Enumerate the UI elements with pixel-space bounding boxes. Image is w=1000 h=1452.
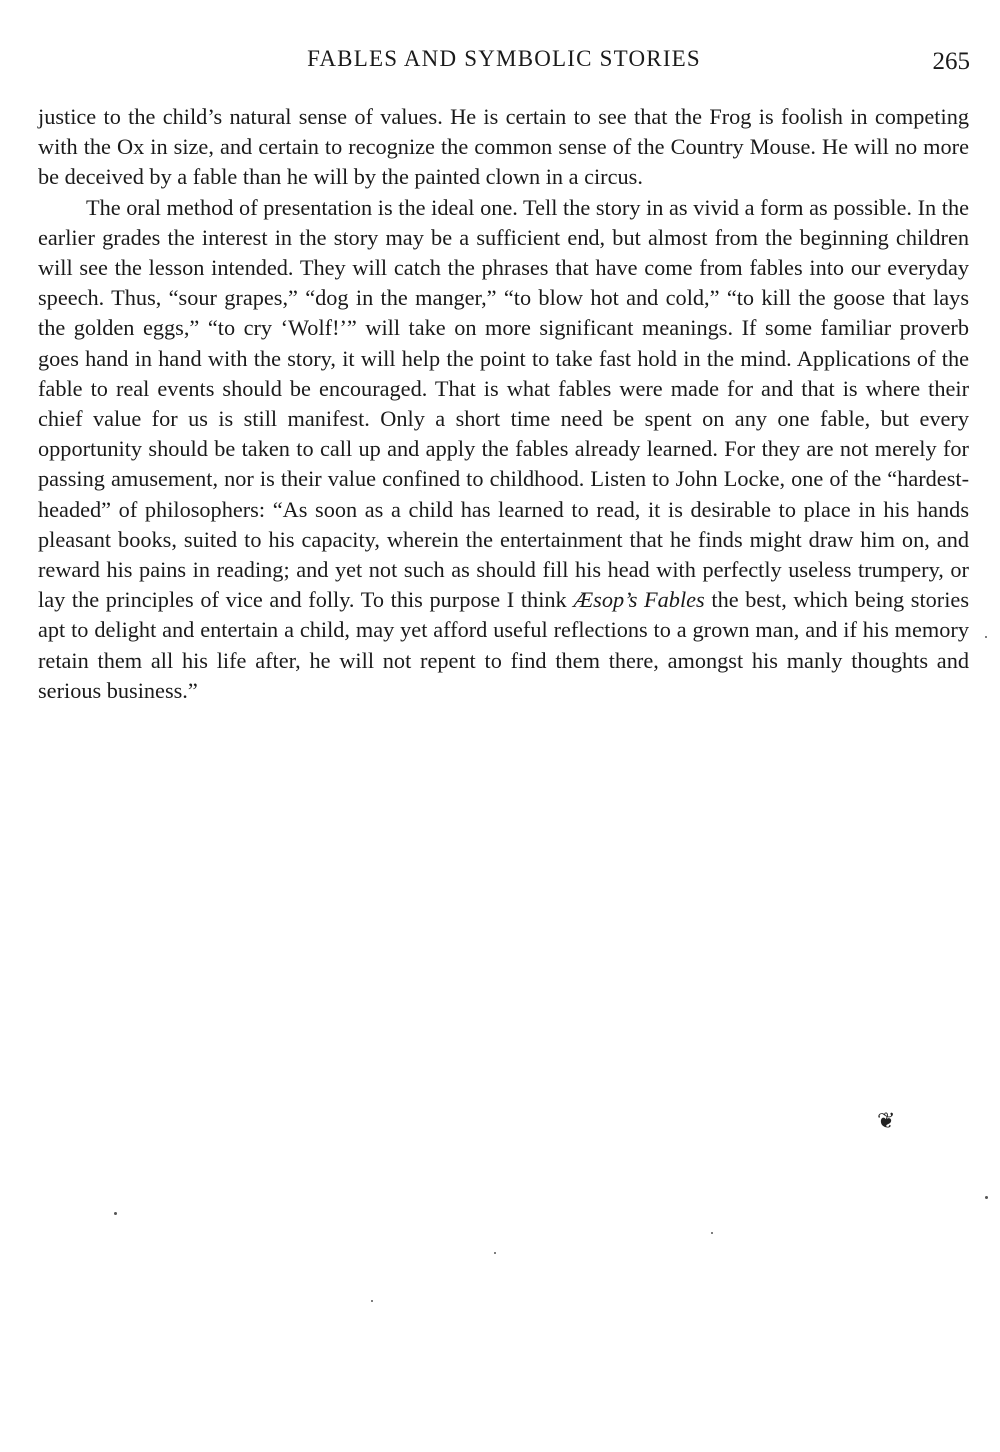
fleuron-ornament-icon: ❦ <box>877 1108 896 1133</box>
book-title-italic: Æsop’s Fables <box>573 587 705 613</box>
paragraph-2-text-a: The oral method of presentation is the ideal one. Tell the story in as vivid a form as possible. In the earlier grades the interest in the story may be a sufficient end, but almost from the beginning children will see the lesson intended. They will catch the phrases that have come from fables into our everyday speech. Thus, “sour grapes,” “dog in the manger,” “to blow hot and cold,” “to kill the goose that lays the golden eggs,” “to cry ‘Wolf!’” will take on more significant meanings. If some familiar proverb goes hand in hand with the story, it will help the point to take fast hold in the mind. Applications of the fable to real events should be encouraged. That is what fables were made for and that is where their chief value for us is still manifest. Only a short time need be spent on any one fable, but every opportunity should be taken to call up and apply the fables already learned. For they are not merely for passing amusement, nor is their value confined to childhood. Listen to John Locke, one of the “hardest-headed” of philosophers: “As soon as a child has learned to read, it is desirable to place in his hands pleasant books, suited to his capacity, wherein the entertainment that he finds might draw him on, and reward his pains in reading; and yet not such as should fill his head with perfectly useless trumpery, or lay the principles of vice and folly. To this purpose I think <box>38 194 969 613</box>
body-text <box>38 102 969 706</box>
scan-speck <box>114 1212 117 1215</box>
scan-speck <box>711 1232 713 1234</box>
page-number: 265 <box>932 48 970 75</box>
scan-speck <box>985 1196 988 1199</box>
page-header <box>38 44 970 78</box>
paragraph-2-text-b: the best, which being stories apt to delight and entertain a child, may yet afford useful reflections to a grown man, and if his memory retain them all his life after, he will not repent to find them there, amongst his manly thoughts and serious business.” <box>38 587 969 703</box>
paragraph-1: justice to the child’s natural sense of values. He is certain to see that the Frog is foolish in competing with the Ox in size, and certain to recognize the common sense of the Country Mouse. He will no more be deceived by a fable than he will by the painted clown in a circus. <box>38 104 969 190</box>
scan-speck <box>985 636 987 638</box>
scan-speck <box>371 1300 373 1302</box>
scan-speck <box>494 1252 496 1254</box>
running-head: FABLES AND SYMBOLIC STORIES <box>307 46 701 71</box>
paragraph-2 <box>38 193 969 706</box>
